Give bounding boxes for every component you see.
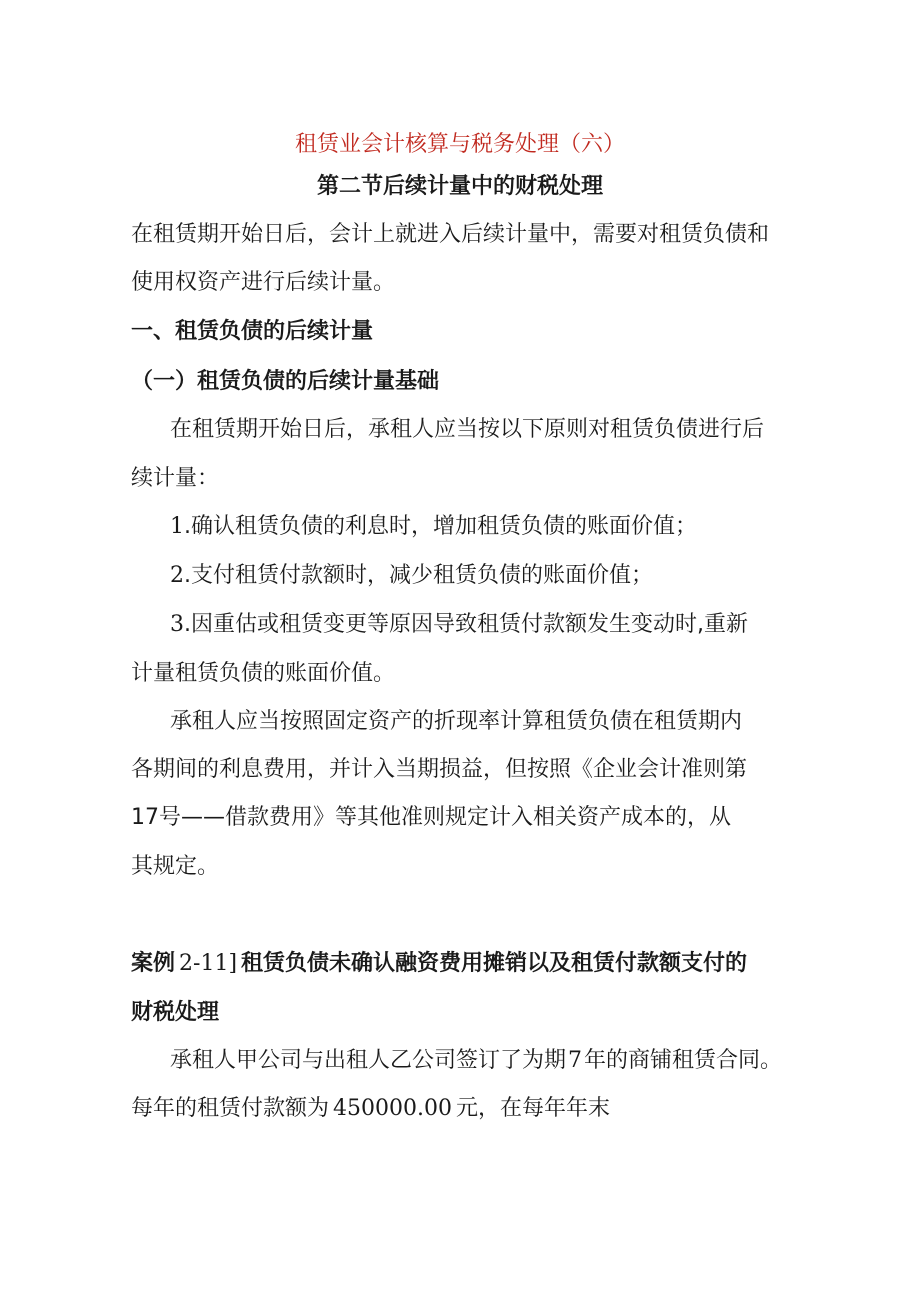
list-item-3-text: .因重估或租赁变更等原因导致租赁付款额发生变动时,重新 xyxy=(184,612,748,637)
list-item-2-number: 2 xyxy=(170,563,184,588)
interest-line-1: 承租人应当按照固定资产的折现率计算租赁负债在租赁期内 xyxy=(170,709,743,734)
case-heading-number: 2-11] xyxy=(179,951,238,976)
section-heading: 第二节后续计量中的财税处理 xyxy=(316,174,603,199)
interest-line-2: 各期间的利息费用，并计入当期损益，但按照《企业会计准则第 xyxy=(131,757,748,782)
intro-line-2: 使用权资产进行后续计量。 xyxy=(131,270,396,295)
case-heading xyxy=(131,949,747,979)
list-item-2-text: .支付租赁付款额时，减少租赁负债的账面价值； xyxy=(184,563,653,588)
case-body-line-1-number: 7 xyxy=(568,1048,583,1073)
list-item-2 xyxy=(170,561,653,591)
principle-line-1: 在租赁期开始日后，承租人应当按以下原则对租赁负债进行后 xyxy=(170,417,765,442)
list-item-3-continued: 计量租赁负债的账面价值。 xyxy=(131,661,396,686)
principle-line-2: 续计量： xyxy=(131,466,220,491)
list-item-3 xyxy=(170,610,748,640)
list-item-1 xyxy=(170,512,697,542)
case-body-line-2-a: 每年的租赁付款额为 xyxy=(131,1096,330,1121)
case-heading-text: 租赁负债未确认融资费用摊销以及租赁付款额支付的 xyxy=(241,951,748,976)
heading-1-1: （一）租赁负债的后续计量基础 xyxy=(131,369,440,394)
case-heading-prefix: 案例 xyxy=(131,951,176,976)
heading-1: 一、租赁负债的后续计量 xyxy=(131,319,374,344)
case-body-line-2 xyxy=(131,1094,610,1124)
list-item-1-number: 1 xyxy=(170,514,184,539)
document-title: 租赁业会计核算与税务处理（六） xyxy=(294,132,625,157)
case-heading-continued: 财税处理 xyxy=(131,1000,220,1025)
case-body-line-2-b: 元，在每年年末 xyxy=(456,1096,611,1121)
list-item-3-number: 3 xyxy=(170,612,184,637)
interest-line-3: 17号——借款费用》等其他准则规定计入相关资产成本的，从 xyxy=(131,805,731,830)
case-body-line-2-number: 450000.00 xyxy=(333,1096,452,1121)
case-body-line-1-a: 承租人甲公司与出租人乙公司签订了为期 xyxy=(170,1048,567,1073)
list-item-1-text: .确认租赁负债的利息时，增加租赁负债的账面价值； xyxy=(184,514,697,539)
case-body-line-1-b: 年的商铺租赁合同。 xyxy=(584,1048,783,1073)
interest-line-4: 其规定。 xyxy=(131,854,220,879)
case-body-line-1 xyxy=(170,1046,782,1076)
intro-line-1: 在租赁期开始日后，会计上就进入后续计量中，需要对租赁负债和 xyxy=(131,222,770,247)
